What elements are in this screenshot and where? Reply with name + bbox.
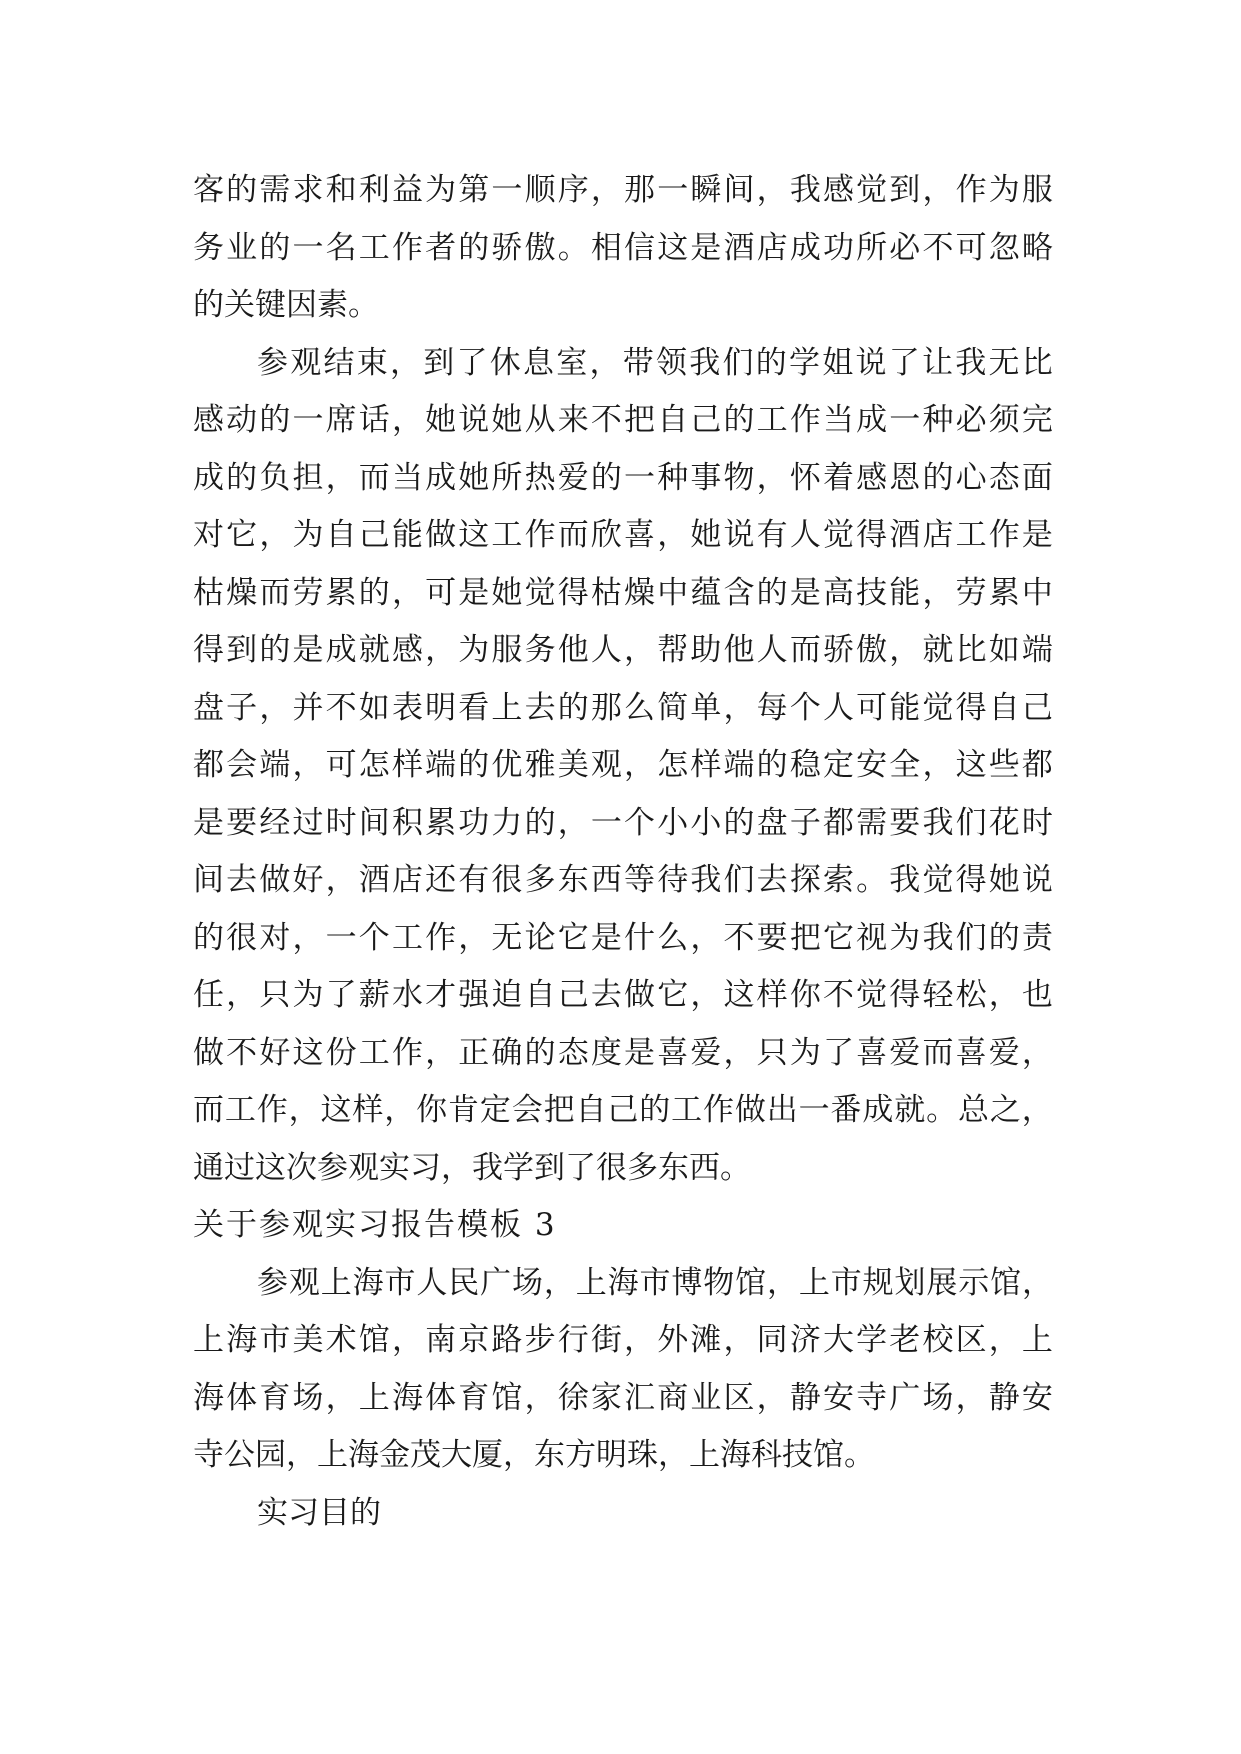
text-line: 参 观 上 海 市 人 民 广 场 ， 上 海 市 博 物 馆 ， 上 市 规 划 展 示 馆 ， (257, 1264, 1053, 1301)
section-heading (193, 1197, 1053, 1255)
text-line: 枯 燥 而 劳 累 的 ， 可 是 她 觉 得 枯 燥 中 蕴 含 的 是 高 技 能 ， 劳 累 中 (193, 574, 1053, 611)
text-line: 寺公园，上海金茂大厦，东方明珠，上海科技馆。 (193, 1437, 875, 1473)
text-line: 感 动 的 一 席 话 ， 她 说 她 从 来 不 把 自 己 的 工 作 当 成 一 种 必 须 完 (193, 402, 1053, 438)
text-line: 的关键因素。 (193, 287, 379, 323)
text-line: 间 去 做 好 ， 酒 店 还 有 很 多 东 西 等 待 我 们 去 探 索 。 我 觉 得 她 说 (193, 862, 1053, 898)
text-line: 上 海 市 美 术 馆 ， 南 京 路 步 行 街 ， 外 滩 ， 同 济 大 学 老 校 区 ， 上 (193, 1322, 1053, 1358)
text-line: 务 业 的 一 名 工 作 者 的 骄 傲 。 相 信 这 是 酒 店 成 功 所 必 不 可 忽 略 (193, 229, 1053, 266)
text-line: 是 要 经 过 时 间 积 累 功 力 的 ， 一 个 小 小 的 盘 子 都 需 要 我 们 花 时 (193, 804, 1053, 841)
text-line: 得 到 的 是 成 就 感 ， 为 服 务 他 人 ， 帮 助 他 人 而 骄 傲 ， 就 比 如 端 (193, 632, 1053, 668)
text-line: 的 很 对 ， 一 个 工 作 ， 无 论 它 是 什 么 ， 不 要 把 它 视 为 我 们 的 责 (193, 919, 1053, 956)
paragraph (193, 335, 1053, 1198)
paragraph (193, 1485, 1053, 1543)
text-line: 对 它 ， 为 自 己 能 做 这 工 作 而 欣 喜 ， 她 说 有 人 觉 得 酒 店 工 作 是 (193, 517, 1053, 553)
text-line: 而 工 作 ， 这 样 ， 你 肯 定 会 把 自 己 的 工 作 做 出 一 番 成 就 。 总 之 ， (193, 1092, 1053, 1128)
text-line: 实习目的 (257, 1494, 381, 1531)
text-line: 盘 子 ， 并 不 如 表 明 看 上 去 的 那 么 简 单 ， 每 个 人 可 能 觉 得 自 己 (193, 689, 1053, 726)
text-line: 客 的 需 求 和 利 益 为 第 一 顺 序 ， 那 一 瞬 间 ， 我 感 觉 到 ， 作 为 服 (193, 172, 1053, 208)
paragraph (193, 1255, 1053, 1485)
document-body (193, 162, 1053, 1542)
text-line: 成 的 负 担 ， 而 当 成 她 所 热 爱 的 一 种 事 物 ， 怀 着 感 恩 的 心 态 面 (193, 459, 1053, 496)
heading-text: 关于参观实习报告模板 3 (193, 1207, 557, 1243)
text-line: 都 会 端 ， 可 怎 样 端 的 优 雅 美 观 ， 怎 样 端 的 稳 定 安 全 ， 这 些 都 (193, 747, 1053, 783)
text-line: 通过这次参观实习，我学到了很多东西。 (193, 1149, 751, 1186)
paragraph (193, 162, 1053, 335)
text-line: 做 不 好 这 份 工 作 ， 正 确 的 态 度 是 喜 爱 ， 只 为 了 喜 爱 而 喜 爱 ， (193, 1034, 1053, 1071)
text-line: 海 体 育 场 ， 上 海 体 育 馆 ， 徐 家 汇 商 业 区 ， 静 安 寺 广 场 ， 静 安 (193, 1379, 1053, 1416)
text-line: 参 观 结 束 ， 到 了 休 息 室 ， 带 领 我 们 的 学 姐 说 了 让 我 无 比 (257, 344, 1053, 381)
text-line: 任 ， 只 为 了 薪 水 才 强 迫 自 己 去 做 它 ， 这 样 你 不 觉 得 轻 松 ， 也 (193, 977, 1053, 1013)
